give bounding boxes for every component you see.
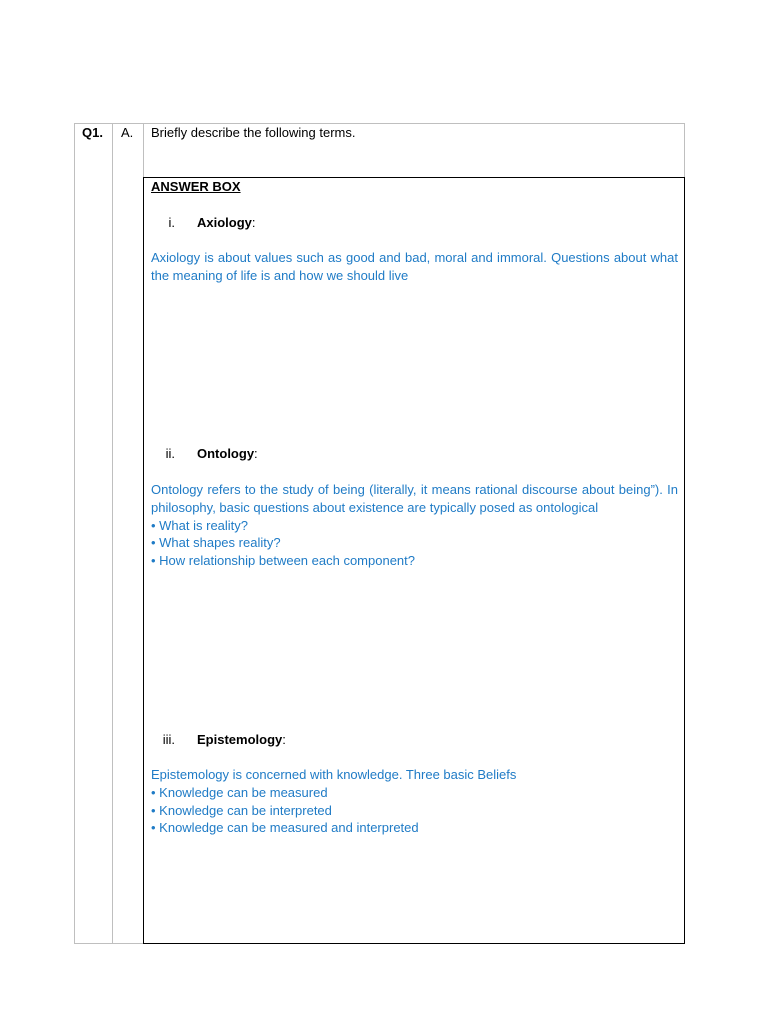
term-answer: [151, 249, 678, 285]
table-divider: [143, 123, 144, 178]
term-answer: [151, 481, 678, 570]
answer-box-title: ANSWER BOX: [151, 179, 241, 194]
term-colon: :: [254, 446, 258, 461]
term-label: Axiology: [197, 215, 252, 230]
answer-bullet: • Knowledge can be interpreted: [151, 802, 332, 818]
term-colon: :: [251, 215, 256, 230]
term-heading: [197, 732, 286, 747]
term-numeral: i.: [168, 215, 175, 230]
question-prompt: Briefly describe the following terms.: [151, 125, 356, 140]
term-colon: :: [282, 732, 286, 747]
term-numeral: iii.: [162, 732, 175, 747]
term-label: Epistemology: [197, 732, 283, 747]
answer-bullet: • What is reality?: [151, 517, 249, 533]
term-answer: [151, 766, 678, 837]
answer-paragraph: Ontology refers to the study of being (literally, it means rational discourse about being”). In philosophy, basic questions about existence are typically posed as ontological: [151, 482, 678, 515]
answer-bullet: • What shapes reality?: [151, 535, 281, 551]
table-divider: [112, 123, 113, 944]
question-part-letter: A.: [121, 125, 134, 140]
term-heading: [197, 446, 258, 461]
answer-bullet: • Knowledge can be measured and interpreted: [151, 820, 419, 836]
answer-paragraph: Epistemology is concerned with knowledge. Three basic Beliefs: [151, 767, 517, 782]
term-numeral: ii.: [165, 446, 175, 461]
answer-paragraph: Axiology is about values such as good and bad, moral and immoral. Questions about what the meaning of life is and how we should live: [151, 250, 678, 283]
answer-bullet: • How relationship between each component?: [151, 553, 415, 569]
term-label: Ontology: [197, 446, 255, 461]
term-heading: [197, 215, 256, 230]
answer-bullet: • Knowledge can be measured: [151, 784, 328, 800]
question-number: Q1.: [82, 125, 103, 140]
